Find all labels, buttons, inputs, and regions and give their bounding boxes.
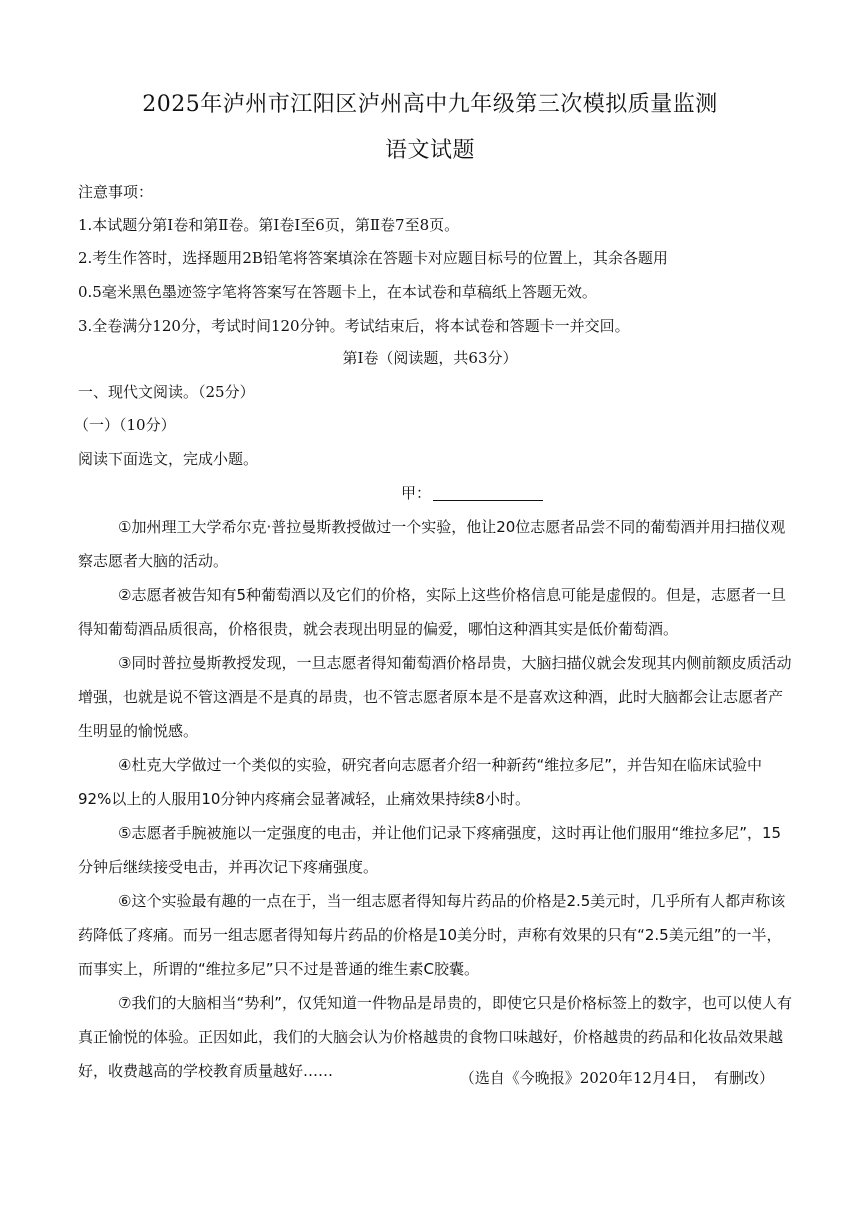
notice-item-1: 1.本试题分第Ⅰ卷和第Ⅱ卷。第Ⅰ卷Ⅰ至6页，第Ⅱ卷7至8页。 [78,216,460,234]
passage-label-row [0,486,860,501]
notice-heading: 注意事项： [78,183,154,201]
passage-title-blank [433,486,543,501]
paragraph-2: ②志愿者被告知有5种葡萄酒以及它们的价格，实际上这些价格信息可能是虚假的。但是，志愿者一旦得知葡萄酒品质很高，价格很贵，就会表现出明显的偏爱，哪怕这种酒其实是低价葡萄酒。 [78,586,786,638]
exam-subtitle: 语文试题 [384,138,475,163]
notice-item-2-cont: 0.5毫米黑色墨迹签字笔将答案写在答题卡上，在本试卷和草稿纸上答题无效。 [78,283,597,301]
paragraph-1: ①加州理工大学希尔克·普拉曼斯教授做过一个实验，他让20位志愿者品尝不同的葡萄酒并用扫描仪观察志愿者大脑的活动。 [78,518,786,570]
paragraph-5: ⑤志愿者手腕被施以一定强度的电击，并让他们记录下疼痛强度，这时再让他们服用“维拉多尼”，15分钟后继续接受电击，并再次记下疼痛强度。 [78,824,782,876]
reading-instruction: 阅读下面选文，完成小题。 [78,450,259,468]
passage-source: （选自《今晚报》2020年12月4日， 有删改） [459,1069,774,1087]
subsection-heading: （一）（10分） [74,416,176,434]
paragraph-3: ③同时普拉曼斯教授发现，一旦志愿者得知葡萄酒价格昂贵，大脑扫描仪就会发现其内侧前额皮质活动增强，也就是说不管这酒是不是真的昂贵，也不管志愿者原本是不是喜欢这种酒，此时大脑都会让志愿者产生明显的愉悦感。 [78,654,792,740]
notice-item-2: 2.考生作答时，选择题用2B铅笔将答案填涂在答题卡对应题目标号的位置上，其余各题用 [78,249,668,267]
part-one-title: 第Ⅰ卷（阅读题，共63分） [342,349,518,367]
paragraph-7: ⑦我们的大脑相当“势利”，仅凭知道一件物品是昂贵的，即使它只是价格标签上的数字，也可以使人有真正愉悦的体验。正因如此，我们的大脑会认为价格越贵的食物口味越好，价格越贵的药品和化妆品效果越好，收费越高的学校教育质量越好…… [78,994,792,1080]
passage-label: 甲： [400,484,431,502]
exam-title: 2025年泸州市江阳区泸州高中九年级第三次模拟质量监测 [142,92,718,117]
section-heading: 一、现代文阅读。（25分） [78,383,255,401]
paragraph-4: ④杜克大学做过一个类似的实验，研究者向志愿者介绍一种新药“维拉多尼”，并告知在临床试验中92%以上的人服用10分钟内疼痛会显著减轻，止痛效果持续8小时。 [78,756,762,808]
notice-item-3: 3.全卷满分120分，考试时间120分钟。考试结束后，将本试卷和答题卡一并交回。 [78,317,630,335]
paragraph-6: ⑥这个实验最有趣的一点在于，当一组志愿者得知每片药品的价格是2.5美元时，几乎所有人都声称该药降低了疼痛。而另一组志愿者得知每片药品的价格是10美分时，声称有效果的只有“2.5美元组”的一半， 而事实上，所谓的“维拉多尼”只不过是普通的维生素C胶囊。 [78,892,790,978]
